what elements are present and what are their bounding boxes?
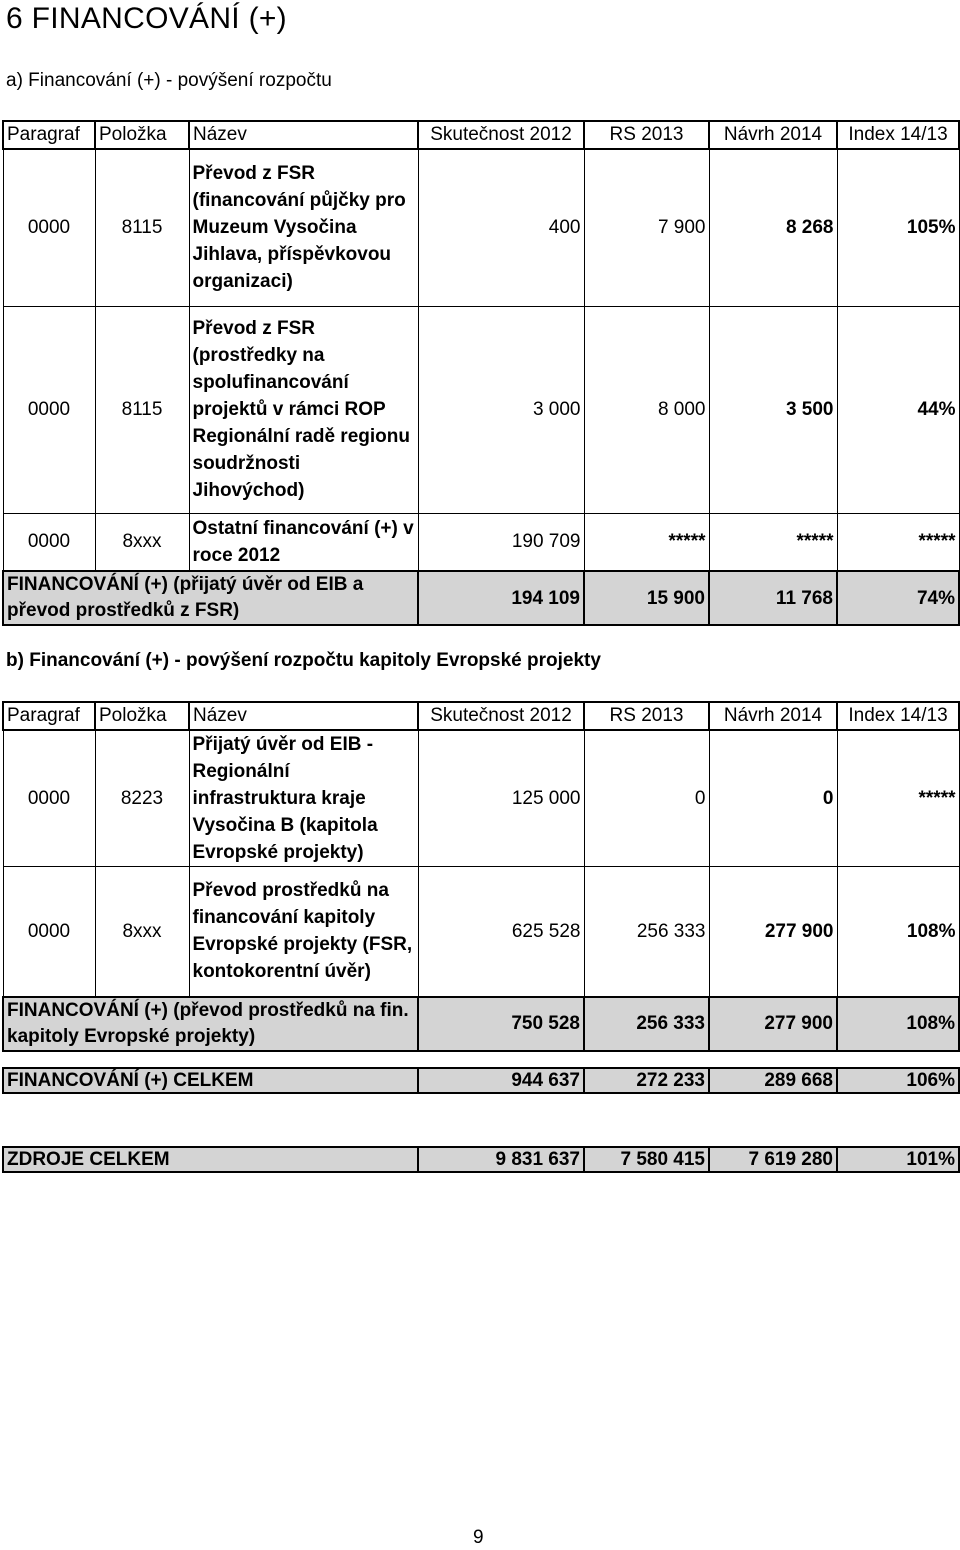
cell-rs: 7 900	[584, 149, 709, 306]
financovani-celkem-row	[2, 1067, 960, 1094]
header-rs: RS 2013	[584, 121, 709, 149]
cell-rs: 256 333	[584, 867, 709, 997]
cell-polozka: 8115	[95, 306, 189, 513]
table-section-a	[2, 120, 960, 626]
cell-index: 105%	[837, 149, 959, 306]
total-rs: 15 900	[584, 571, 709, 625]
cell-navrh: 8 268	[709, 149, 837, 306]
header-skutecnost: Skutečnost 2012	[418, 121, 584, 149]
zdroje-celkem-label: ZDROJE CELKEM	[3, 1147, 418, 1172]
table-row	[3, 149, 959, 306]
header-polozka: Položka	[95, 702, 189, 730]
header-nazev: Název	[189, 121, 418, 149]
total-rs: 256 333	[584, 997, 709, 1051]
cell-nazev: Převod z FSR (financování půjčky pro Muzeum Vysočina Jihlava, příspěvkovou organizaci)	[189, 149, 418, 306]
total-label: FINANCOVÁNÍ (+) (přijatý úvěr od EIB a převod prostředků z FSR)	[3, 571, 418, 625]
page-number: 9	[473, 1527, 484, 1548]
table-row	[3, 867, 959, 997]
section-b-total-row	[3, 997, 959, 1051]
cell-polozka: 8223	[95, 730, 189, 867]
total-skutecnost: 194 109	[418, 571, 584, 625]
total-index: 74%	[837, 571, 959, 625]
cell-navrh: *****	[709, 513, 837, 571]
financovani-celkem-rs: 272 233	[584, 1068, 709, 1093]
cell-navrh: 0	[709, 730, 837, 867]
zdroje-celkem-skutecnost: 9 831 637	[418, 1147, 584, 1172]
cell-navrh: 277 900	[709, 867, 837, 997]
financovani-celkem-skutecnost: 944 637	[418, 1068, 584, 1093]
total-navrh: 11 768	[709, 571, 837, 625]
table-row	[3, 306, 959, 513]
section-a-title: a) Financování (+) - povýšení rozpočtu	[6, 70, 332, 91]
header-navrh: Návrh 2014	[709, 121, 837, 149]
table-row	[3, 730, 959, 867]
header-polozka: Položka	[95, 121, 189, 149]
table-row	[3, 513, 959, 571]
zdroje-celkem-navrh: 7 619 280	[709, 1147, 837, 1172]
cell-rs: *****	[584, 513, 709, 571]
zdroje-celkem-index: 101%	[837, 1147, 959, 1172]
header-paragraf: Paragraf	[3, 121, 95, 149]
cell-index: 108%	[837, 867, 959, 997]
cell-rs: 0	[584, 730, 709, 867]
table-header-row	[3, 702, 959, 730]
cell-skutecnost: 3 000	[418, 306, 584, 513]
cell-paragraf: 0000	[3, 867, 95, 997]
cell-index: *****	[837, 513, 959, 571]
header-index: Index 14/13	[837, 702, 959, 730]
section-a-total-row	[3, 571, 959, 625]
cell-nazev: Převod prostředků na financování kapitoly Evropské projekty (FSR, kontokorentní úvěr)	[189, 867, 418, 997]
total-index: 108%	[837, 997, 959, 1051]
cell-paragraf: 0000	[3, 513, 95, 571]
header-navrh: Návrh 2014	[709, 702, 837, 730]
cell-skutecnost: 125 000	[418, 730, 584, 867]
financovani-celkem-label: FINANCOVÁNÍ (+) CELKEM	[3, 1068, 418, 1093]
header-index: Index 14/13	[837, 121, 959, 149]
cell-index: *****	[837, 730, 959, 867]
cell-polozka: 8xxx	[95, 867, 189, 997]
page-title: 6 FINANCOVÁNÍ (+)	[6, 2, 287, 35]
header-paragraf: Paragraf	[3, 702, 95, 730]
table-section-b	[2, 701, 960, 1052]
financovani-celkem-index: 106%	[837, 1068, 959, 1093]
financovani-celkem-navrh: 289 668	[709, 1068, 837, 1093]
cell-nazev: Převod z FSR (prostředky na spolufinancování projektů v rámci ROP Regionální radě regionu soudržnosti Jihovýchod)	[189, 306, 418, 513]
total-navrh: 277 900	[709, 997, 837, 1051]
header-nazev: Název	[189, 702, 418, 730]
header-rs: RS 2013	[584, 702, 709, 730]
cell-rs: 8 000	[584, 306, 709, 513]
table-header-row	[3, 121, 959, 149]
cell-polozka: 8xxx	[95, 513, 189, 571]
section-b-title: b) Financování (+) - povýšení rozpočtu kapitoly Evropské projekty	[6, 650, 601, 671]
cell-nazev: Ostatní financování (+) v roce 2012	[189, 513, 418, 571]
cell-polozka: 8115	[95, 149, 189, 306]
total-label: FINANCOVÁNÍ (+) (převod prostředků na fin. kapitoly Evropské projekty)	[3, 997, 418, 1051]
cell-paragraf: 0000	[3, 149, 95, 306]
zdroje-celkem-rs: 7 580 415	[584, 1147, 709, 1172]
cell-navrh: 3 500	[709, 306, 837, 513]
cell-skutecnost: 400	[418, 149, 584, 306]
cell-skutecnost: 625 528	[418, 867, 584, 997]
zdroje-celkem-row	[2, 1146, 960, 1173]
cell-index: 44%	[837, 306, 959, 513]
cell-paragraf: 0000	[3, 306, 95, 513]
cell-skutecnost: 190 709	[418, 513, 584, 571]
total-skutecnost: 750 528	[418, 997, 584, 1051]
header-skutecnost: Skutečnost 2012	[418, 702, 584, 730]
cell-nazev: Přijatý úvěr od EIB - Regionální infrastruktura kraje Vysočina B (kapitola Evropské projekty)	[189, 730, 418, 867]
cell-paragraf: 0000	[3, 730, 95, 867]
